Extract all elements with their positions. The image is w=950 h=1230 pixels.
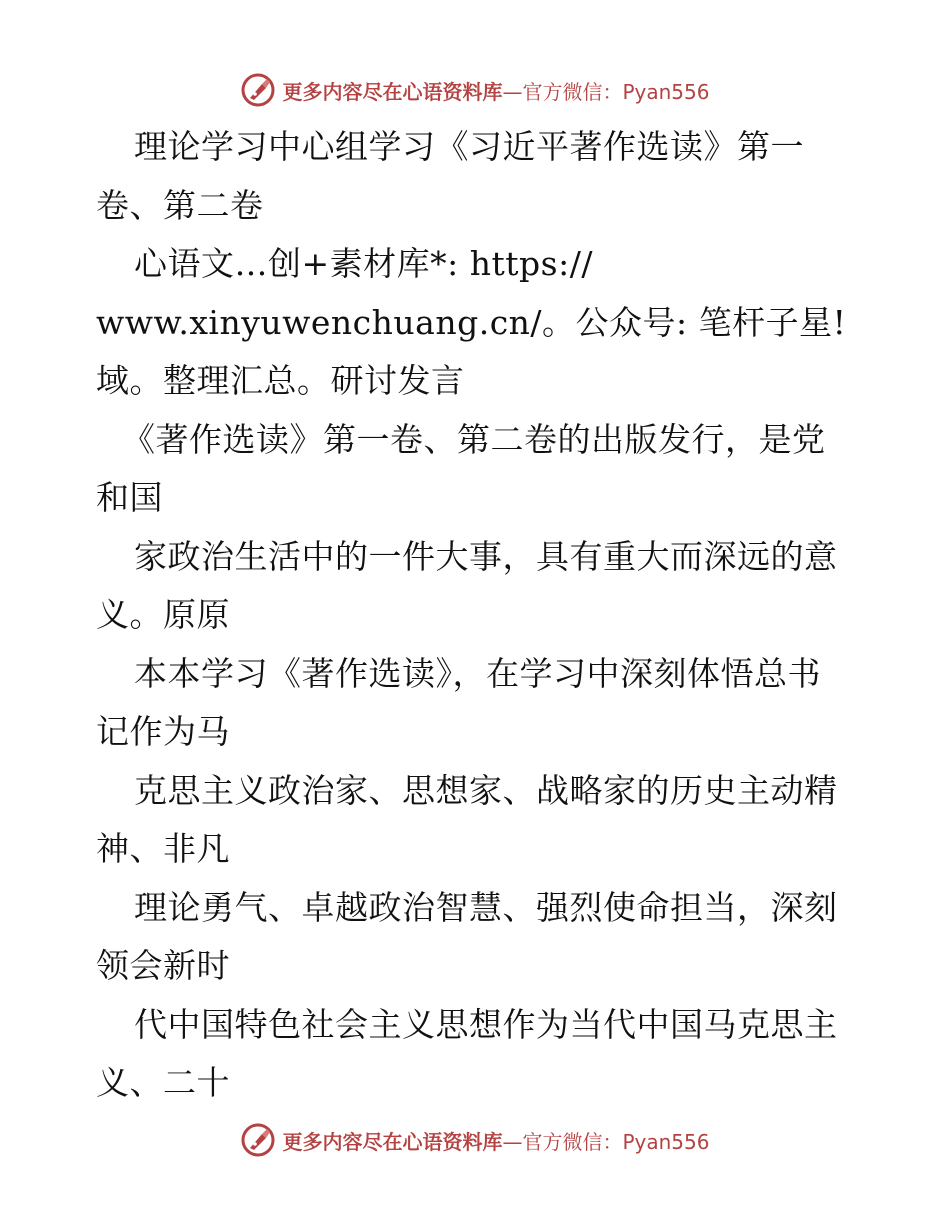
- text-line: 领会新时: [96, 946, 230, 985]
- footer-brand-text: 更多内容尽在心语资料库: [282, 1129, 503, 1154]
- text-line: 域。整理汇总。研讨发言: [96, 361, 465, 400]
- pen-nib-logo-icon: [240, 1122, 276, 1158]
- text-line: 克思主义政治家、思想家、战略家的历史主动精: [134, 770, 838, 810]
- footer-banner: [0, 1118, 950, 1162]
- text-line: 家政治生活中的一件大事，具有重大而深远的意: [134, 536, 838, 576]
- text-line: 心语文…创+素材库*: https://: [134, 244, 593, 283]
- header-brand-text: 更多内容尽在心语资料库: [282, 79, 503, 104]
- text-line: 义。原原: [96, 595, 230, 634]
- text-line: 理论学习中心组学习《习近平著作选读》第一: [134, 127, 804, 166]
- footer-contact-text: —官方微信：Pyan556: [502, 1129, 710, 1154]
- header-banner: [0, 68, 950, 112]
- text-line: 《著作选读》第一卷、第二卷的出版发行，是党: [122, 419, 826, 459]
- text-line: 神、非凡: [96, 829, 230, 868]
- text-line: 代中国特色社会主义思想作为当代中国马克思主: [134, 1004, 838, 1044]
- text-line: www.xinyuwenchuang.cn/。公众号: 笔杆子星!: [96, 302, 847, 342]
- header-contact-text: —官方微信：Pyan556: [502, 79, 710, 104]
- text-line: 记作为马: [96, 712, 230, 751]
- pen-nib-logo-icon: [240, 72, 276, 108]
- text-line: 义、二十: [96, 1063, 230, 1102]
- text-line: 本本学习《著作选读》，在学习中深刻体悟总书: [134, 653, 821, 693]
- text-line: 和国: [96, 478, 163, 517]
- text-line: 理论勇气、卓越政治智慧、强烈使命担当，深刻: [134, 887, 838, 927]
- text-line: 卷、第二卷: [96, 185, 264, 225]
- document-body: [96, 118, 856, 1113]
